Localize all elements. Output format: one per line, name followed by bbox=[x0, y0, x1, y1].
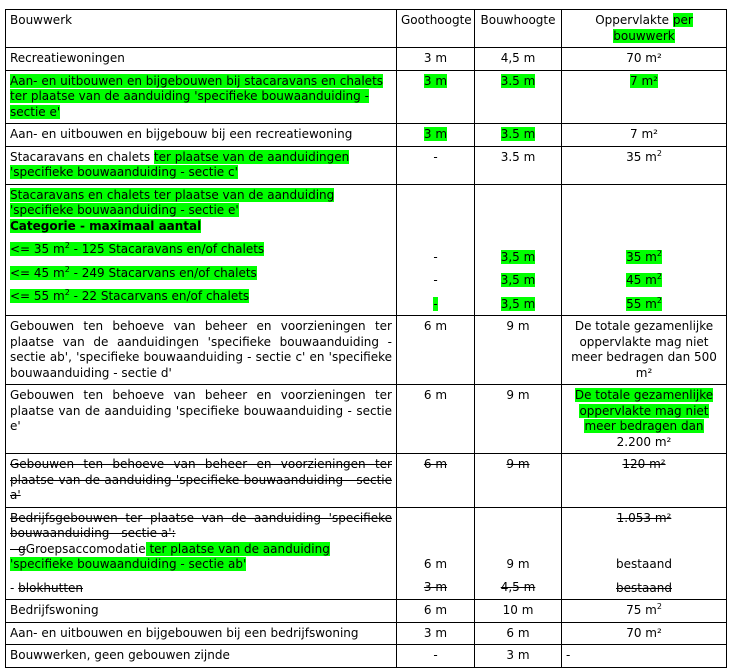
table-row bbox=[6, 146, 727, 184]
row-name: Gebouwen ten behoeve van beheer en voorzieningen ter plaatse van de aanduiding 'specifieke bouwaanduiding - sectie a' bbox=[6, 454, 397, 508]
row-bouwhoogte: 3 m bbox=[475, 645, 562, 668]
row-goothoogte: 3 m bbox=[397, 70, 475, 124]
row-bouwhoogte: 9 m bbox=[475, 385, 562, 454]
table-row bbox=[6, 622, 727, 645]
row-name: Aan- en uitbouwen en bijgebouwen bij een bedrijfswoning bbox=[6, 622, 397, 645]
table-row bbox=[6, 507, 727, 600]
header-bouwwerk: Bouwwerk bbox=[6, 10, 397, 48]
row-bouwhoogte: 9 m 4,5 m bbox=[475, 507, 562, 600]
row-oppervlakte: 35 $m^2$ bbox=[562, 146, 727, 184]
row-bouwhoogte: 3.5 m bbox=[475, 146, 562, 184]
row-oppervlakte: 35 $m^2$ 45 $m^2$ 55 $m^2$ bbox=[562, 184, 727, 316]
row-name: Aan- en uitbouwen en bijgebouwen bij stacaravans en chalets ter plaatse van de aanduiding 'specifieke bouwaanduiding - sectie e' bbox=[6, 70, 397, 124]
header-oppervlakte: Oppervlakte per bouwwerk bbox=[562, 10, 727, 48]
row-bouwhoogte: 4,5 m bbox=[475, 48, 562, 71]
row-oppervlakte: 120 m² bbox=[562, 454, 727, 508]
header-goothoogte: Goothoogte bbox=[397, 10, 475, 48]
row-bouwhoogte: 3,5 m 3,5 m 3,5 m bbox=[475, 184, 562, 316]
bouwwerk-table bbox=[5, 9, 727, 668]
row-goothoogte: 3 m bbox=[397, 124, 475, 147]
row-goothoogte: 6 m 3 m bbox=[397, 507, 475, 600]
table-row bbox=[6, 454, 727, 508]
row-goothoogte: - bbox=[397, 146, 475, 184]
row-oppervlakte: De totale gezamenlijke oppervlakte mag niet meer bedragen dan 2.200 m² bbox=[562, 385, 727, 454]
table-row bbox=[6, 124, 727, 147]
row-oppervlakte: 75 $m^2$ bbox=[562, 600, 727, 623]
row-oppervlakte: - bbox=[562, 645, 727, 668]
row-name: Gebouwen ten behoeve van beheer en voorzieningen ter plaatse van de aanduiding 'specifieke bouwaanduiding - sectie e' bbox=[6, 385, 397, 454]
table-row bbox=[6, 645, 727, 668]
row-oppervlakte: 70 m² bbox=[562, 48, 727, 71]
row-bouwhoogte: 9 m bbox=[475, 454, 562, 508]
row-bouwhoogte: 3.5 m bbox=[475, 70, 562, 124]
row-bouwhoogte: 9 m bbox=[475, 316, 562, 385]
row-name: Aan- en uitbouwen en bijgebouw bij een recreatiewoning bbox=[6, 124, 397, 147]
row-goothoogte: - - - bbox=[397, 184, 475, 316]
row-name: Bedrijfsgebouwen ter plaatse van de aanduiding 'specifieke bouwaanduiding - sectie a': - gGroepsaccomodatie ter plaatse van de aanduiding 'specifieke bouwaanduiding - sectie ab' - blokhutten bbox=[6, 507, 397, 600]
row-name: Bedrijfswoning bbox=[6, 600, 397, 623]
row-name: Stacaravans en chalets ter plaatse van de aanduidingen 'specifieke bouwaanduiding - sectie c' bbox=[6, 146, 397, 184]
row-name: Stacaravans en chalets ter plaatse van de aanduiding 'specifieke bouwaanduiding - sectie e' Categorie - maximaal aantal <= 35 $m^2 - 125$ Stacaravans en/of chalets <= 45 $m^2 - 249$ Stacarvans en/of chalets <= 55 $m^2 - 22$ Stacarvans en/of chalets bbox=[6, 184, 397, 316]
row-name: Recreatiewoningen bbox=[6, 48, 397, 71]
row-bouwhoogte: 3.5 m bbox=[475, 124, 562, 147]
table-row bbox=[6, 385, 727, 454]
table-row bbox=[6, 48, 727, 71]
row-oppervlakte: 1.053 m² bestaand bestaand bbox=[562, 507, 727, 600]
row-name: Bouwwerken, geen gebouwen zijnde bbox=[6, 645, 397, 668]
row-goothoogte: 6 m bbox=[397, 316, 475, 385]
row-oppervlakte: 70 m² bbox=[562, 622, 727, 645]
header-row bbox=[6, 10, 727, 48]
row-goothoogte: - bbox=[397, 645, 475, 668]
row-bouwhoogte: 10 m bbox=[475, 600, 562, 623]
row-oppervlakte: 7 m² bbox=[562, 124, 727, 147]
row-goothoogte: 6 m bbox=[397, 385, 475, 454]
table-row bbox=[6, 316, 727, 385]
row-goothoogte: 6 m bbox=[397, 600, 475, 623]
row-oppervlakte: De totale gezamenlijke oppervlakte mag niet meer bedragen dan 500 m² bbox=[562, 316, 727, 385]
row-goothoogte: 6 m bbox=[397, 454, 475, 508]
header-bouwhoogte: Bouwhoogte bbox=[475, 10, 562, 48]
table-row bbox=[6, 184, 727, 316]
row-goothoogte: 3 m bbox=[397, 622, 475, 645]
row-goothoogte: 3 m bbox=[397, 48, 475, 71]
table-row bbox=[6, 70, 727, 124]
row-bouwhoogte: 6 m bbox=[475, 622, 562, 645]
row-name: Gebouwen ten behoeve van beheer en voorzieningen ter plaatse van de aanduidingen 'specifieke bouwaanduiding - sectie ab', 'specifieke bouwaanduiding - sectie c' en 'specifieke bouwaanduiding - sectie d' bbox=[6, 316, 397, 385]
table-row bbox=[6, 600, 727, 623]
row-oppervlakte: 7 m² bbox=[562, 70, 727, 124]
